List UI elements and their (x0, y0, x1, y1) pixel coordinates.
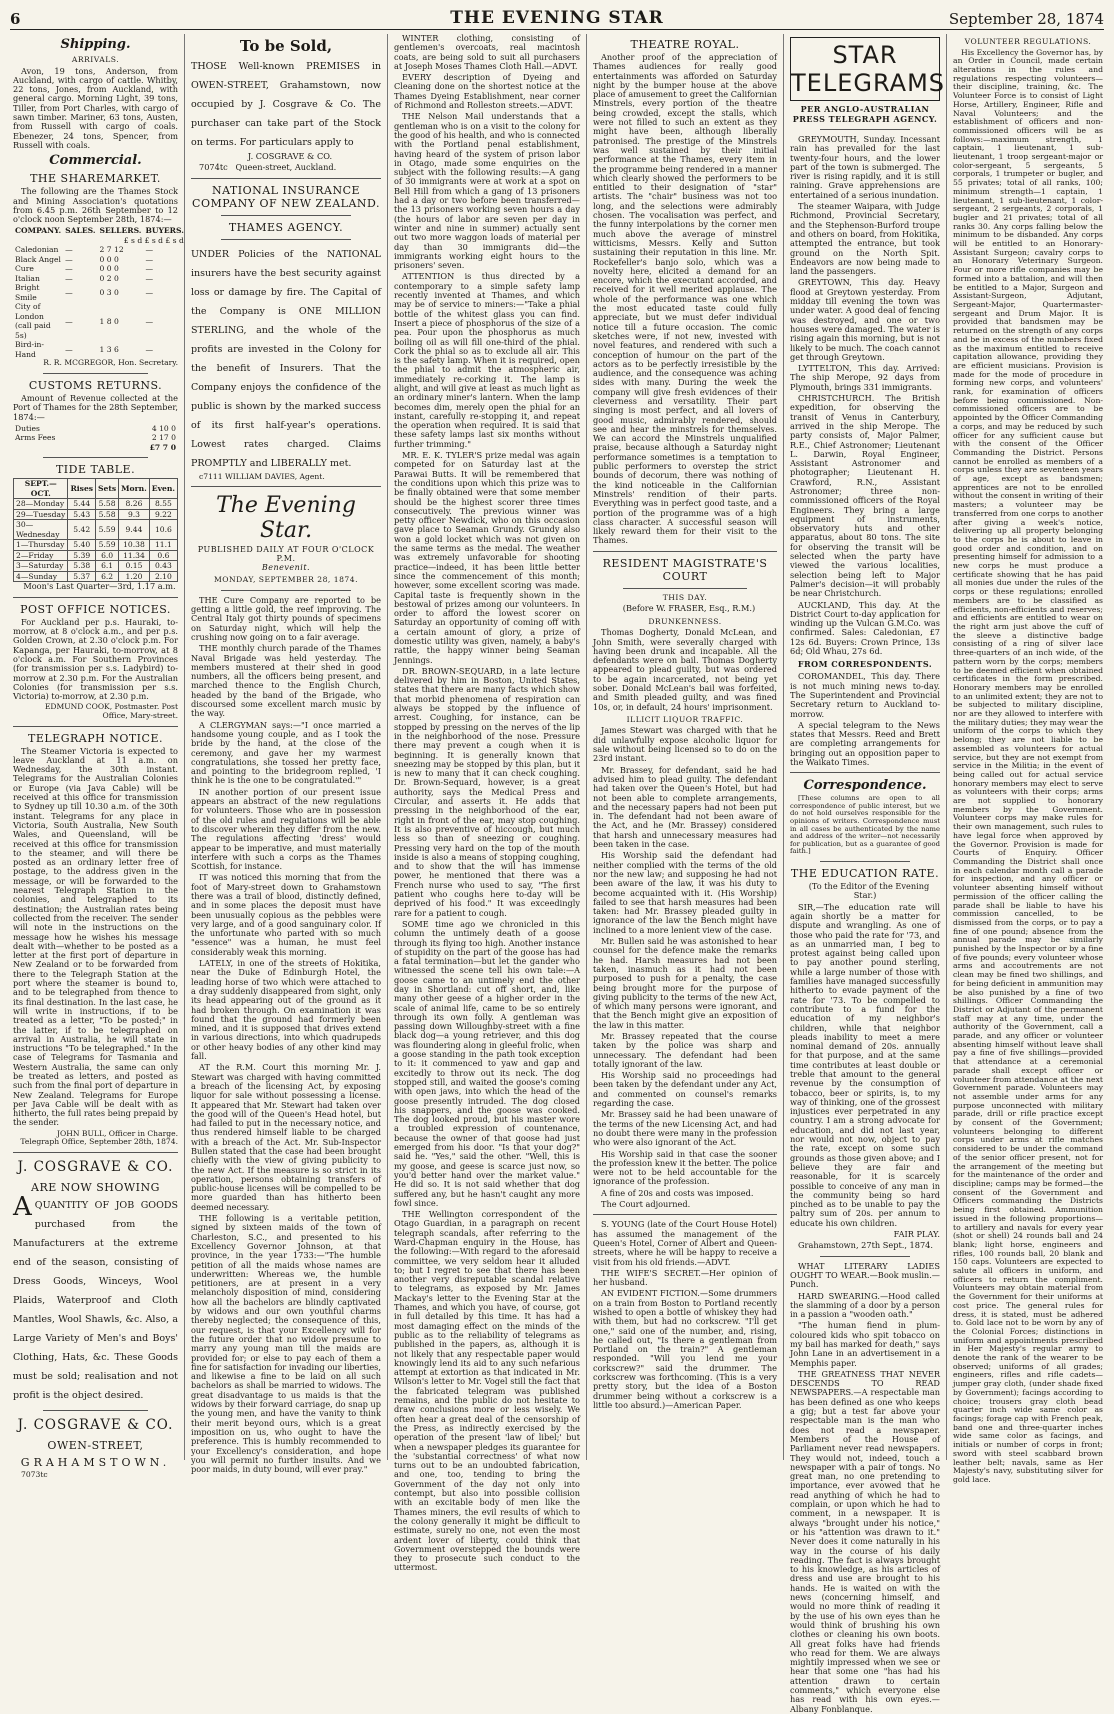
tide-value: 10.6 (149, 520, 177, 540)
tide-table (13, 478, 178, 582)
telegram-paragraph: LYTTELTON, This day. Arrived: The ship Merope, 92 days from Plymouth, brings 331 immigrants. (790, 363, 940, 392)
column-notices-editorial (186, 34, 386, 1475)
arrivals-text: Avon, 19 tons, Anderson, from Auckland, with cargo of cattle. Whitby, 22 tons, Jones, from Auckland, with general cargo. Morning Light, 39 tons, Tiller, from Port Charles, with cargo of sawn timber. Mariner, 63 tons, Austen, from Russell with cargo of coals. Ebenezer, 24 tons, Spencer, from Russell with coals. (13, 65, 178, 150)
table-row (14, 571, 178, 582)
paper-nameplate: The Evening Star. (216, 493, 356, 544)
share-col-header: BUYERS. (145, 226, 184, 236)
education-rate-signature: FAIR PLAY. (893, 1229, 940, 1240)
telegram-paragraph: COROMANDEL, This day. There is not much mining news to-day. The Superintendent and Provincial Secretary return to Auckland to-morrow. (790, 671, 940, 719)
advert-ref: 7073tc (21, 1469, 48, 1479)
article-paragraph: THE Wellington correspondent of the Otago Guardian, in a paragraph on recent telegraph scandals, after referring to the Ward-Chapman enquiry in the House, has the following:—With regard to the aforesaid committee, we very seldom hear it alluded to; but I regret to see that there has been another very disreputable scandal relative to telegrams, as exposed by Mr. James Mackay's letter to the Evening Star at the Thames, and which you have, of course, got in full detailed by this time. It has had a most damaging effect on the minds of the public as to the reliability of telegrams as published in the papers, as, although it is not likely that any respectable paper would knowingly lend its aid to any such nefarious attempt at extortion as that indicated in Mr. Wilson's letter to Mr. Vogel still the fact that the fabricated telegram was published remains, and the public do not hesitate to draw conclusions more or less wisely. We often hear a great deal of the censorship of the Press, as indirectly exercised by the operation of the present 'law of libel;' but when a newspaper pledges its guarantee for the 'substantial correctness' of what now turns out to be an undoubted fabrication, and one, too, tending to bring the Government of the day not only into contempt, but also into possible collision with an excitable body of men like the Thames miners, the evil results of which to the colony generally it might be difficult to estimate, surely no one, not even the most ardent lover of liberty, could think that Government overstepped the bounds were they to prosecute such conduct to the uttermost. (394, 1209, 580, 1573)
telegram-paragraph: The steamer Waipara, with Judge Richmond, Provincial Secretary, and the Stephenson-Burford troupe and others on board, from Hokitika, attempted the entrance, but took ground on the North Spit. Endeavors are now being made to land the passengers. (790, 201, 940, 277)
tide-value: 0.43 (149, 561, 177, 572)
share-company: Caledonian (15, 245, 59, 255)
customs-item: Arms Fees (15, 433, 56, 443)
tide-value: 5.37 (68, 571, 96, 582)
telegraph-notice-text: The Steamer Victoria is expected to leave Auckland at 11 a.m. on Wednesday, the 30th instant. Telegrams for the Australian Colonies or Europe (via Java Cable) will be received at this office for transmission to Sydney up till 10.30 a.m. of the 30th instant. Telegrams for any place in Victoria, South Australia, New South Wales, and Queensland, will be received at this office for transmission to the steamer, and will there be posted as an ordinary letter free of postage, to the address given in the message, or will be forwarded to the nearest Telegraph Station in the colonies, and telegraphed to its destination; the Australian rates being collected from the receiver. The sender will note in the instructions on the message how he wishes his message dealt with—whether to be posted as a letter at the first port of departure in New Zealand or to be forwarded from there to the Telegraph Station at the port where the steamer is bound to, and to be telegraphed from thence to its final destination. In the last case, he will write in instructions, if to be treated as a letter, "To be posted;" in the latter, if to be telegraphed on arrival in Australia, he will state in instructions "To be telegraphed." In the case of Telegrams for Tasmania and Western Australia, the same can only be treated as letters, and posted as such from the final port of departure in New Zealand. Telegrams for Europe per Java Cable will be dealt with as hitherto, the full rates being prepaid by the sender. (13, 745, 178, 1128)
masthead (10, 8, 1104, 30)
court-paragraph: Mr. Brassey said he had been unaware of the terms of the new Licensing Act, and had no doubt there were many in the profession who were also ignorant of the Act. (593, 1109, 778, 1148)
court-paragraph: Mr. Brassey repeated that the course taken by the police was sharp and unnecessary. The defendant had been totally ignorant of the law. (593, 1030, 777, 1069)
tide-day: 3—Saturday (14, 561, 68, 572)
tide-value: 9.3 (119, 509, 150, 520)
customs-heading: CUSTOMS RETURNS. (28, 379, 163, 393)
tide-heading: TIDE TABLE. (55, 463, 136, 477)
column-divider (946, 34, 947, 1460)
advertiser-name: J. COSGRAVE & CO. (17, 1158, 174, 1175)
article-paragraph: WINTER clothing, consisting of gentlemen's overcoats, real macintosh coats, are being sold to suit all purchasers at Joseph Moses Thames Cloth Hall.—ADVT. (394, 33, 580, 71)
tide-day: 28—Monday (14, 499, 68, 510)
share-sellers: 0 2 0 (99, 273, 119, 283)
share-buyers: — (145, 245, 154, 255)
column-divider (586, 34, 587, 1460)
article-paragraph: THE Cure Company are reported to be getting a little gold, the reef improving. The Central Italy got thirty pounds of specimens on Saturday night, which will help the crushing now going on to a fair average. (191, 594, 381, 642)
tide-col-header: SEPT.—OCT. (14, 479, 68, 499)
tide-value: 6.0 (96, 550, 119, 561)
advert-text: QUANTITY OF JOB GOODS purchased from the Manufacturers at the extreme end of the season, consisting of Dress Goods, Winceys, Wool Plaids, Waterproof and Cloth Mantles, Wool Shawls, &c. Also, a Large Variety of Men's and Boys' Clothing, Hats, &c. These Goods must be sold; realisation and not profit is the object desired. (13, 1199, 178, 1401)
column-telegrams-correspondence (785, 34, 946, 1714)
divider (790, 772, 940, 773)
share-buyers: — (145, 254, 154, 264)
share-sellers: 2 7 12 (99, 245, 124, 255)
divider (13, 726, 178, 727)
divider (820, 861, 910, 862)
tide-value: 11.1 (149, 540, 177, 551)
tide-day: 29—Tuesday (14, 509, 68, 520)
article-paragraph: DR. BROWN-SEQUARD, in a late lecture delivered by him in Boston, United States, states that there are many facts which show that morbid phenomena of respiration can always be stopped by the influence of arrest. Coughing, for instance, can be stopped by pressing on the nerves of the lip in the neighborhood of the nose. Pressure there may prevent a cough when it is beginning. It is generally known that sneezing may be stopped by this plan, but it is new to many that it can check coughing. Dr. Brown-Sequard, however, is a great authority, says the Medical Press and Circular, and asserts it. He adds that pressing in the neighborhood of the ear, right in front of the ear, may stop coughing. It is also preventive of hiccough, but much less so than of sneezing or coughing. Pressing very hard on the top of the mouth inside is also a means of stopping coughing, and to show that the will has immense power, he mentioned that there was a French nurse who used to say, "The first patient who coughs here to-day will be deprived of his food." It was exceedingly rare for a patient to cough. (394, 665, 580, 918)
article-paragraph: SOME time ago we chronicled in this column the untimely death of a goose through its flying too high. Another instance of stupidity on the part of the goose has had a fatal termination—but let the gander who witnessed the scene tell his own tale:—A goose came to an untimely end the other day in Shortland: cut off short, and, like many other geese of a higher order in the scale of animal life, came to be so entirely through its own folly. A gentleman was passing down Willoughby-street with a fine black dog—a young retriever, and this dog was floundering along in gleeful frolic, when a goose standing in the path took exception to it: it commenced to yaw and gap and excitedly to throw out its neck. The dog stopped still, and waited the goose's coming with open jaws, into which the head of the goose presently intruded. The dog closed his snappers, and the goose was cooked. The dog looked proud, but his master wore a troubled expression of countenance, because the owner of that goose had just emerged from his door. "Is that your dog?" said he. "Yes," said the other. "Well, this is my goose, and geese is scarce just now, so you'd better hand over the market value." He did so. It is not said whether that dog suffered any, but he hasn't caught any more fowl since. (394, 918, 580, 1208)
column-theatre-court (588, 34, 782, 1460)
arrivals-heading: ARRIVALS. (71, 55, 120, 64)
tide-value: 9.44 (119, 520, 150, 540)
telegram-paragraph: GREYMOUTH, Sunday. Incessant rain has prevailed for the last twenty-four hours, and the lower part of the town is submerged. The river is rising rapidly, and it is still raining. Grave apprehensions are entertained of a serious inundation. (790, 134, 940, 200)
tide-value: 5.59 (96, 520, 119, 540)
table-row (13, 340, 186, 359)
share-sellers: 0 0 0 (99, 254, 119, 264)
illicit-liquor-heading: ILLICIT LIQUOR TRAFFIC. (626, 714, 744, 724)
tide-value: 6.2 (96, 571, 119, 582)
tide-value: 5.59 (96, 540, 119, 551)
divider (593, 551, 777, 552)
tide-value: 5.38 (68, 561, 96, 572)
sharemarket-heading: THE SHAREMARKET. (30, 172, 161, 186)
insurance-text: UNDER Policies of the NATIONAL insurers have the best security against loss or damage by fire. The Capital of the Company is ONE MILLION STERLING, and the whole of the profits are invested in the Colony for the benefit of Insurers. That the Company enjoys the confidence of the public is shown by the marked success of its first half-year's operations. Lowest rates charged. Claims PROMPTLY and LIBERALLY met. (191, 248, 381, 469)
tide-value: 1.20 (119, 571, 150, 582)
table-row (14, 499, 178, 510)
divider (13, 1152, 178, 1153)
share-sales: — (65, 273, 73, 283)
to-be-sold-ref (191, 163, 381, 172)
volunteer-paragraph: His Excellency the Governor has, by an Order in Council, made certain alterations in the rules and regulations respecting volunteers—their discipline, training, &c. The Volunteer Force is to consist of Light Horse, Artillery, Engineer, Rifle and Naval Volunteers; and the establishment of officers and non-commissioned officers will be as follows:—maximum strength, 1 captain, 1 lieutenant, 1 sub-lieutenant, 1 troop sergeant-major or color-sergeant, 5 sergeants, 5 corporals, 1 trumpeter or bugler, and 55 privates; total of all ranks, 100; minimum strength—1 captain, 1 lieutenant, 1 sub-lieutenant, 1 color-sergeant, 2 sergeants, 2 corporals, 1 bugler and 21 privates; total of all ranks 30. Any corps falling below the minimum to be disbanded. Any corps will be entitled to an Honorary-Assistant Surgeon; cavalry corps to an Honorary Veterinary Surgeon. Four or more rifle companies may be formed into a battalion, and will then be entitled to a Major, Surgeon and Assistant-Surgeon, Adjutant, Sergeant-Major, Quartermaster-sergeant and Drum Major. It is provided that bandsmen may be returned on the strength of any corps and be in excess of the numbers fixed as the maximum entitled to receive capitation allowance, providing they are efficient musicians. Provision is made for the mode of procedure in forming new corps, and volunteers' rank, for examination of officers before being commissioned. Non-commissioned officers are to be appointed by the Officer Commanding a corps, and may be reduced by such officer for any sufficient cause but with the consent of the Officer Commanding the District. Persons cannot be enrolled as members of a corps unless they are seventeen years of age, except as bandsmen; apprentices are not to be enrolled without the consent in writing of their masters; a volunteer may be transferred from one corps to another after giving a week's notice, delivering up all property belonging to the corps he is about to leave in good order and condition, and on presenting himself for admission to a new corps he must produce a certificate showing that he has paid all monies due under the rules of the corps or these regulations; enrolled members are to be classified as efficients, non-efficients and reserves; and efficients are entitled to wear on the right arm just above the cuff of the sleeve a distinctive badge consisting of a ring of silver lace three-quarters of an inch wide, of the pattern worn by the corps; members to be deemed efficient when obtained certificates in the form prescribed. Honorary members may be enrolled to an unlimited extent; they are not to be subjected to military discipline, nor are they allowed to interfere with the military duties; they may wear the uniform of the corps to which they belong; they are not liable to be assembled as volunteers for actual service, but they are not exempt from service in the Militia; in the event of being called out for actual service honorary members may elect to serve as volunteers with their corps; arms are not supplied to honorary members by the Government. Volunteer corps may make rules for their own management, such rules to have legal force when approved by the Governor. Provision is made for Courts of Enquiry. Officer Commanding the District shall once in each calendar month call a parade for inspection, and any officer or volunteer absenting himself without permission of the officer calling the parade shall be liable to have his commission cancelled, to be dismissed from the corps, or to pay a fine of one pound; absence from the annual parade may be similarly punished by the Inspector or by a fine of five pounds; every volunteer whose arms and accoutrements are not clean may be fined two shillings, and for being deficient in ammunition may be also punished by a fine of two shillings. Officer Commanding the District or Adjutant of the permanent staff may at any time, under the authority of the Government, call a parade, and any officer or volunteer absenting himself without leave shall pay a fine of five shillings—provided that attendance at a ceremonial parade shall except officer or volunteer from attendance at the next Government parade. Volunteers may not assemble under arms for any purpose unconnected with military parade, drill or rifle practice except by consent of the Government; volunteers belonging to different corps under arms at rifle matches considered to be under the command of the senior officer present, not for the arrangement of the meeting but for the maintenance of the order and discipline; camps may be formed—the consent of the Government and Officers commanding the Districts being first obtained. Ammunition issued in the following proportions—to artillery and navals for every year (shot or shell) 24 rounds ball and 24 blank; light horse, engineers and rifles, 100 rounds ball, 20 blank and 150 caps. Volunteers are expected to salute all officers in uniform, and officers to return the compliment. Volunteers may obtain material from the Government for their uniforms at cost price. The general rules for dress, it is stated, must be adhered to. Gold lace not to be worn by any of the Colonial Forces; distinctions in uniform and appointments prescribed in Her Majesty's regular army to denote the rank of the wearer to be observed; uniforms of all grades; engineers, rifles and rifle cadets—jumper gray cloth, (under shade fixed by Government); facings according to choice; trousers gray cloth bead quarter inch wide same color as facings; forage cap with French peak, band one and three-quarter inches wide same color as facings, and initials or number of corps in front; sword with steel scabbard brown leather belt; navals, same as Her Majesty's navy, substituting silver for gold lace. (953, 47, 1103, 1484)
court-paragraph: His Worship said the defendant had neither complied with the terms of the old nor the new law; and supposing he had not been aware of the law, it was his duty to become acquainted with it. (His Worship) failed to see that harsh measures had been taken: had Mr. Brassey pleaded guilty in ignorance of the law the Bench might have inclined to a more lenient view of the case. (593, 850, 777, 935)
share-sellers: 0 0 0 (99, 264, 119, 274)
tide-value: 5.40 (68, 540, 96, 551)
sharemarket-text: The following are the Thames Stock and Mining Association's quotations from 6.45 p.m. 26th September to 12 o'clock noon September 28th, 1874:— (13, 186, 178, 225)
share-sales: — (65, 288, 73, 298)
article-paragraph: HARD SWEARING.—Hood called the slamming of a door by a person in a passion a "wooden oath." (790, 1290, 940, 1320)
court-paragraph: Mr. Brassey, for defendant, said he had advised him to plead guilty. The defendant had taken over the Queen's Hotel, but had not been able to complete arrangements, and the necessary papers had not been put in. The defendant had not been aware of the Act, and he (Mr. Brassey) considered that harsh and unnecessary measures had been taken in the case. (593, 764, 777, 850)
editorial-date: MONDAY, SEPTEMBER 28, 1874. (214, 575, 358, 585)
post-office-heading: POST OFFICE NOTICES. (20, 602, 171, 616)
court-paragraph: The Court adjourned. (601, 1199, 691, 1210)
table-row (14, 540, 178, 551)
share-company: Italian (15, 273, 40, 283)
table-row (13, 433, 178, 443)
customs-item: Duties (15, 423, 40, 433)
theatre-heading: THEATRE ROYAL. (630, 38, 740, 51)
education-rate-heading: THE EDUCATION RATE. (790, 867, 940, 881)
share-buyers: — (145, 264, 154, 274)
tide-day: 30—Wednesday (14, 520, 68, 540)
commercial-heading: Commercial. (49, 153, 142, 169)
share-company: Black Angel (15, 254, 61, 264)
share-sales: — (65, 245, 73, 255)
share-buyers: — (145, 288, 154, 298)
column-divider (387, 34, 388, 1460)
divider (593, 1214, 777, 1215)
tide-value: 2.10 (149, 571, 177, 582)
divider (623, 588, 747, 589)
post-office-text: For Auckland per p.s. Hauraki, to-morrow, at 8 o'clock a.m., and per p.s. Golden Crown, at 2.30 o'clock p.m. For Kapanga, per Hauraki, to-morrow, at 8 o'clock a.m. For Southern Provinces (for transmission per s.s. Ladybird) to-morrow at 2.30 p.m. For the Australian Colonies (for transmission per s.s. Victoria) to-morrow, at 2.30 p.m. (13, 616, 178, 702)
table-row (14, 550, 178, 561)
customs-table (13, 424, 178, 453)
divider (820, 1256, 910, 1257)
table-row (14, 509, 178, 520)
article-paragraph: AT the R.M. Court this morning Mr. J. Stewart was charged with having committed a breach of the licensing Act, by exposing liquor for sale without possessing a license. It appeared that Mr. Stewart had taken over the good will of the Queen's Head hotel, but had failed to put in the necessary notice, and thus rendered himself liable to be charged with a breach of the Act. Mr. Sub-Inspector Bullen stated that the case had been brought chiefly with the view of giving publicity to the new Act. If the measure is so strict in its operation, persons obtaining transfers of public-house licenses will be compelled to be more guarded than has hitherto been deemed necessary. (191, 1062, 381, 1212)
divider (43, 457, 148, 458)
telegraph-notice-heading: TELEGRAPH NOTICE. (28, 731, 163, 745)
tide-day: 2—Friday (14, 550, 68, 561)
share-sales: — (65, 345, 73, 355)
article-paragraph: MR. E. K. TYLER'S prize medal was again competed for on Saturday last at the Parawai Butts. It will be remembered that the conditions upon which this prize was to be finally obtained were that some member should be the highest scorer three times consecutively. The previous winner was petty officer Newdick, who on this occasion gave place to Seaman Grundy. Grundy also won a gold locket which was not given on the same terms as the medal. The weather was extremely unfavorable for shooting practice—indeed, it has been little better since the commencement of this month; however, some excellent scoring was made. Capital taste is frequently shown in the bestowal of prizes among our volunteers. In order to afford the lowest scorer on Saturday an opportunity of coming off with a certain amount of glory, a prize of domestic utility was given, namely, a baby's rattle, the happy winner being Seaman Jennings. (394, 450, 580, 665)
share-col-header: SALES. (65, 226, 96, 236)
column-divider (783, 34, 784, 1460)
article-paragraph: EVERY description of Dyeing and Cleaning done on the shortest notice at the Thames Dyeing Establishment, near corner of Richmond and Rolleston streets.—ADVT. (394, 72, 580, 111)
divider (221, 590, 351, 591)
tide-col-header: Rises (68, 479, 96, 499)
drunkenness-text: Thomas Dogherty, Donald McLean, and John Smith, were severally charged with having been drunk and incapable. All the defendants were on bail. Thomas Dogherty appeared to plead guilty, but was ordered to be again incarcerated, not being yet sober. Donald McLean's bail was forfeited, and Smith pleaded guilty, and was fined 10s, or, in default, 24 hours' imprisonment. (593, 627, 777, 712)
divider (221, 239, 351, 240)
column-local-news (389, 33, 585, 1573)
divider (43, 1410, 148, 1411)
article-paragraph: IN another portion of our present issue appears an abstract of the new regulations for volunteers. Those who are in possession of the old rules and regulations will be able to discover wherein they differ from the new. The regulations affecting 'dress' would appear to be imperative, and must materially interfere with such a corps as the Thames Scottish, for instance. (191, 786, 381, 872)
advertiser-name: J. COSGRAVE & CO. (17, 1416, 174, 1433)
share-sales: — (65, 264, 73, 274)
column-shipping-commercial (8, 34, 184, 1479)
customs-amount: 4 10 0 (151, 423, 176, 433)
insurance-heading: NATIONAL INSURANCE COMPANY OF NEW ZEALAND. (192, 183, 380, 210)
star-telegrams-subheading: PER ANGLO-AUSTRALIAN PRESS TELEGRAPH AGENCY. (792, 104, 938, 124)
tide-col-header: Sets (96, 479, 119, 499)
table-row (13, 264, 186, 274)
advert-town: GRAHAMSTOWN. (20, 1455, 171, 1469)
divider (820, 129, 910, 130)
theatre-text: Another proof of the appreciation of Thames audiences for really good entertainments was afforded on Saturday night by the bumper house at the above place of amusement to greet the Californian Minstrels, every portion of the theatre being crowded, except the stalls, which were not filled to such an extent as they might have been, although liberally patronised. The prestige of the Minstrels was well sustained by their initial performance at the Thames, every item in the programme being rendered in a manner which clearly showed the performers to be entitled to their designation of "star" artists. The "chair" business was not too long, and the selections were admirably chosen. The vocalisation was perfect, and the funny interpolations by the corner men much above the average of minstrel witticisms, Messrs. Kelly and Sutton sustaining their reputation in this line. Mr. Rockefeller's banjo solo, which was a novelty here, elicited a demand for an encore, which the executant accorded, and received for it well merited applause. The whole of the performance was one which the most educated taste could fully appreciate, but we must defer individual notice till a future occasion. The comic sketches were, if not new, invested with novel features, and rendered with such a conception of humour on the part of the actors as to be perfectly irresistible by the audience, and the consequence was aching sides with many. During the week the company will give fresh evidences of their cleverness and versatility. Their part singing is most perfect, and all lovers of good music, admirably rendered, should see and hear the minstrels for themselves. We can accord the Minstrels unqualified praise, because although a Saturday night performance sometimes is a temptation to public performers to overstep the strict bounds of decorum, there was nothing of the kind noticeable in the Californian Minstrels' rendition of their parts. Everything was in perfect good taste, and a portion of the programme was of a high class character. A successful season will likely reward them for their visit to the Thames. (593, 52, 777, 546)
tide-value: 5.43 (68, 509, 96, 520)
tide-value: 5.44 (68, 499, 96, 510)
advert-body (13, 1191, 178, 1405)
divider (221, 215, 351, 216)
share-sellers: 0 3 0 (99, 288, 119, 298)
article-paragraph: ATTENTION is thus directed by a contemporary to a simple safety lamp recently invented at Thames, and which may be of service to miners:—"Take a phial bottle of the whitest glass you can find. Insert a piece of phosphorus of the size of a pea. Pour upon the phosphorus as much boiling oil as will fill one-third of the phial. Cork the phial so as to exclude all air. This is the safety lamp. When it is required, open the phial to admit the atmospheric air, immediately re-corking it. The lamp is alight, and will give at least as much light as an ordinary miner's lantern. When the lamp becomes dim, merely open the phial for an instant, carefully re-stopping it, and repeat the operation when required. It is said that these safety lamps last six months without further trimming." (394, 271, 580, 449)
tide-day: 1—Thursday (14, 540, 68, 551)
newspaper-title: THE EVENING STAR (450, 8, 664, 28)
article-paragraph: WHAT LITERARY LADIES OUGHT TO WEAR.—Book muslin.—Punch. (790, 1260, 940, 1290)
tide-value: 5.39 (68, 550, 96, 561)
insurance-signature: c7111 WILLIAM DAVIES, Agent. (199, 471, 325, 481)
share-buyers: — (145, 316, 154, 326)
telegram-paragraph: AUCKLAND, This day. At the District Court to-day application for winding up the Vulcan G.M.Co. was confirmed. Sales: Caledonian, £7 12s 6d. Buyers: Crown Prince, 13s 6d; Old Whau, 27s 6d. (790, 599, 940, 657)
share-company: Cure (15, 264, 34, 274)
customs-total: £7 7 0 (149, 442, 176, 452)
tide-value: 5.58 (96, 509, 119, 520)
advert-ref: 7074tc (199, 162, 228, 173)
article-paragraph: THE monthly church parade of the Thames Naval Brigade was held yesterday. The members mustered at their shed in good numbers, all the officers being present, and marched thence to the English Church, headed by the band of the Brigade, who discoursed some excellent march music by the way. (191, 643, 381, 719)
advert-address: Queen-street, Auckland. (235, 162, 337, 173)
tide-value: 9.22 (149, 509, 177, 520)
court-paragraph: His Worship said no proceedings had been taken by the defendant under any Act, and commented on counsel's remarks regarding the case. (593, 1070, 777, 1109)
tide-day: 4—Sunday (14, 571, 68, 582)
article-paragraph: THE WIFE'S SECRET.—Her opinion of her husband. (593, 1267, 777, 1288)
tide-value: 0.15 (119, 561, 150, 572)
court-day: THIS DAY. (662, 592, 708, 602)
share-buyers: — (145, 345, 154, 355)
table-row (14, 520, 178, 540)
tide-col-header: Even. (149, 479, 177, 499)
correspondents-heading: FROM CORRESPONDENTS. (797, 659, 933, 670)
table-row (13, 302, 186, 340)
post-office-signature: EDMUND COOK, Postmaster. Post Office, Mary-street. (44, 702, 178, 720)
court-paragraph: A fine of 20s and costs was imposed. (601, 1187, 754, 1198)
insurance-subheading: THAMES AGENCY. (228, 220, 344, 234)
to-be-sold-heading: To be Sold, (239, 37, 333, 55)
share-sales: — (65, 316, 73, 326)
correspondence-heading: Correspondence. (803, 778, 927, 794)
divider (191, 486, 381, 487)
to-be-sold-text: THOSE Well-known PREMISES in OWEN-STREET, Grahamstown, now occupied by J. Cosgrave & Co. The purchaser can take part of the Stock on terms. For particulars apply to (191, 61, 381, 148)
table-row (14, 561, 178, 572)
tide-value: 5.42 (68, 520, 96, 540)
share-sales: — (65, 254, 73, 264)
article-paragraph: IT was noticed this morning that from the foot of Mary-street down to Grahamstown there was a trail of blood, distinctly defined, and in some places the deposit must have been unusually copious as the pebbles were very large, and of a good sanguinary color. If the unfortunate who parted with so much "essence" was a human, he must feel considerably weak this morning. (191, 872, 381, 957)
page-number: 6 (10, 10, 21, 28)
table-row (13, 255, 186, 265)
moon-phase: Moon's Last Quarter—3rd, 1.17 a.m. (23, 581, 176, 592)
tide-value: 8.26 (119, 499, 150, 510)
tide-value: 8.55 (149, 499, 177, 510)
education-rate-to: (To the Editor of the Evening Star.) (808, 881, 930, 901)
table-row (13, 245, 186, 255)
tide-value: 6.1 (96, 561, 119, 572)
shipping-heading: Shipping. (60, 37, 131, 52)
volunteer-heading: VOLUNTEER REGULATIONS. (964, 37, 1092, 46)
share-sellers: 1 8 0 (99, 316, 119, 326)
education-rate-letter: SIR,—The education rate will again shortly be a matter for dispute and wrangling. As one of those who paid the rate for '73, and as an unmarried man, I beg to protest against being called upon to pay another pound sterling, while a large number of those with families have managed successfully hitherto to evade payment of the rate for '73. To be compelled to contribute to a fund for the education of my neighbor's children, while that neighbor pleads inability to meet a mere nominal demand of 20s. annually for that purpose, and at the same time contributes at least double or treble that amount to the general revenue by the consumption of tobacco, beer or spirits, is, to my way of thinking, one of the grossest injustices ever perpetrated in any country. I am a strong advocate for education, and did not last year, nor would not now, object to pay the rate, except on some such grounds as those given above; and I believe they are fair and reasonable, for it is scarcely possible to conceive of any man in the community being so hard pinched as to be unable to pay the paltry sum of 20s. per annum to educate his own children. (790, 901, 940, 1228)
sharemarket-table (13, 226, 186, 359)
telegram-paragraph: A special telegram to the News states that Messrs. Reed and Brett are completing arrangements for bringing out an opposition paper to the Waikato Times. (790, 719, 940, 767)
table-row (13, 283, 186, 302)
court-before: (Before W. FRASER, Esq., R.M.) (622, 603, 756, 614)
sharemarket-signature: R. R. MCGREGOR, Hon. Secretary. (43, 358, 178, 368)
column-volunteer-regulations (948, 34, 1108, 1484)
article-paragraph: AN EVIDENT FICTION.—Some drummers on a train from Boston to Portland recently wished to open a bottle of whiskey they had with them, but had no corkscrew. "I'll get one," said one of the number, and, rising, he called out, "Is there a gentleman from Portland on the train?" A gentleman responded. "Will you lend me your corkscrew?" said the drummer. The corkscrew was forthcoming. (This is a very pretty story, but the idea of a Boston drummer being without a corkscrew is a little too absurd.)—American Paper. (593, 1288, 777, 1410)
issue-date: September 28, 1874 (948, 10, 1104, 28)
customs-amount: 2 17 0 (151, 433, 176, 443)
drunkenness-heading: DRUNKENNESS. (648, 616, 722, 626)
share-sellers: 1 3 6 (99, 345, 119, 355)
article-paragraph: "The human fiend in plum-coloured kids who spit tobacco on my bail has marked for death," says John Lane in an advertisement in a Memphis paper. (790, 1320, 940, 1368)
article-paragraph: LATELY, in one of the streets of Hokitika, near the Duke of Edinburgh Hotel, the leading horse of two which were attached to a dray suddenly disappeared from sight, only its head appearing out of the ground as it had broken through. On examination it was found that the ground had formerly been mined, and it is supposed that drives extend in various directions, into which quadrupeds or other heavy bodies of any other kind may fall. (191, 958, 381, 1062)
share-company: Bright Smile (15, 283, 40, 302)
tide-value: 0.6 (149, 550, 177, 561)
share-col-header: SELLERS. (99, 226, 142, 236)
article-paragraph: A CLERGYMAN says:—"I once married a handsome young couple, and as I took the bride by the hand, at the close of the ceremony, and gave her my warmest congratulations, she tossed her pretty face, and pointing to the bridegroom replied, 'I think he is the one to be congratulated.'" (191, 719, 381, 786)
article-paragraph: S. YOUNG (late of the Court House Hotel) has assumed the management of the Queen's Hotel, Corner of Albert and Queen-streets, where he will be happy to receive a visit from his old friends.—ADVT. (593, 1219, 777, 1267)
telegram-paragraph: GREYTOWN, This day. Heavy flood at Greytown yesterday. From midday till evening the town was under water. A good deal of fencing was destroyed, and one or two houses were damaged. The water is rising again this morning, but is not likely to be much. The coach cannot get through Greytown. (790, 277, 940, 362)
article-paragraph: THE GREATNESS THAT NEVER DESCENDS TO READ NEWSPAPERS.—A respectable man has been defined as one who keeps a gig; but a test far above your respectable man is the man who does not read a newspaper. Members of the House of Parliament never read newspapers. They would not, indeed, touch a newspaper with a pair of tongs. No great man, no one pretending to importance, ever avowed that he read anything of which he had to complain, or upon which he had to comment, in a newspaper. It is always "brought under his notice," or his "attention was drawn to it." Never does it come naturally in his way in the course of his daily reading. The fact is always brought to his knowledge, as his articles of dress and use are brought to his hands. He is waited on with the news (concerning himself, and would no more think of reading it by the use of his own eyes than he would think of brushing his own clothes or cleaning his own boots. All great folks have had friends who read for them. We are always mightily impressed when we see or hear that some one "has had his attention drawn to certain comments," which everyone else has read with his own eyes.—Albany Fonblanque. (790, 1368, 940, 1714)
divider (191, 178, 381, 179)
court-heading: RESIDENT MAGISTRATE'S COURT (602, 556, 768, 583)
paper-publication-note: PUBLISHED DAILY AT FOUR O'CLOCK P.M. (197, 545, 375, 564)
court-paragraph: James Stewart was charged with that he did unlawfully expose alcoholic liquor for sale without being licensed so to do on the 23rd instant. (593, 725, 777, 764)
court-paragraph: Mr. Bullen said he was astonished to hear counsel for the defence make the remarks he had. Harsh measures had not been taken, inasmuch as it had not been purposed to push for a penalty, the case being brought more for the purpose of giving publicity to the terms of the new Act, of which many persons were ignorant, and that the Bench might give an exposition of the law in this matter. (593, 936, 777, 1030)
share-buyers: — (145, 273, 154, 283)
tide-value: 5.58 (96, 499, 119, 510)
article-paragraph: THE following is a veritable petition, signed by sixteen maids of the town of Charleston, S.C., and presented to his Excellency Governor Johnson, at that province, in the year 1733:—"The humble petition of all the maids whose names are underwritten: Whereas we, the humble petitioners, are at present in a very melancholy disposition of mind, considering how all the bachelors are blindly captivated by widows and our own youthful charms thereby neglected; the consequence of this, our request, is that your Excellency will for the future order that no widow presume to marry any young man till the maids are provided for; or else to pay each of them a fine for satisfaction for invading our liberties, and likewise a fine to be laid on all such bachelors as shall be married to widows. The great disadvantage to us maids is that the widows by their forward carriage, do snap up the young men, and have the vanity to think their merit beyond ours, which is a great imposition on us, who ought to have the preference. This is humbly recommended to your Excellency's consideration, and hope you will permit no further insults. And we poor maids, in duty bound, will ever pray." (191, 1213, 381, 1475)
court-paragraph: His Worship said in that case the sooner the profession knew it the better. The police were not to be held accountable for the ignorance of the profession. (593, 1148, 777, 1187)
advert-subheading: ARE NOW SHOWING (31, 1180, 160, 1194)
advert-address: OWEN-STREET, (47, 1438, 144, 1452)
correspondence-note: [These columns are open to all correspondence of public interest, but we do not hold ourselves responsible for the opinions of writers. Correspondence must in all cases be authenticated by the name and address of the writer—not necessarily for publication, but as a guarantee of good faith.] (790, 794, 940, 856)
tide-col-header: Morn. (119, 479, 150, 499)
share-col-header: COMPANY. (15, 226, 62, 236)
drop-cap: A (13, 1191, 32, 1222)
education-rate-date: Grahamstown, 27th Sept., 1874. (798, 1240, 933, 1251)
telegram-paragraph: CHRISTCHURCH. The British expedition, for observing the transit of Venus in Canterbury, arrived in the ship Merope. The party consists of, Major Palmer, R.E., Chief Astronomer; Lieutenant L. Darwin, Royal Engineer, Assistant Astronomer and photographer; Lieutenant H. Crawford, R.N., Assistant Astronomer; three non-commissioned officers of the Royal Engineers. They bring a large equipment of instruments, observatory huts and other apparatus, about 80 tons. The site for observing the transit will be selected when the party have viewed the various localities, selection being left to Major Palmer's decision—it will probably be near Christchurch. (790, 393, 940, 599)
tide-value: 11.34 (119, 550, 150, 561)
divider (13, 597, 178, 598)
tide-value: 10.38 (119, 540, 150, 551)
star-telegrams-heading: STAR TELEGRAMS (790, 37, 940, 101)
share-company: City of London (call paid 5s) (15, 302, 51, 340)
table-row (13, 274, 186, 284)
table-row (13, 424, 178, 434)
telegraph-notice-signature: JOHN BULL, Officer in Charge. Telegraph Office, September 28th, 1874. (20, 1128, 178, 1147)
customs-text: Amount of Revenue collected at the Port of Thames for the 28th September, 1874:— (13, 393, 178, 422)
article-paragraph: THE Nelson Mail understands that a gentleman who is on a visit to the colony for the good of his health, and who is connected with the Portland penal establishment, having heard of the system of prison labor in Otago, made some enquiries on the subject with the following results:—A gang of 30 immigrants were at work at a spot on Bell Hill from which a gang of 13 prisoners had a day or two before been transferred—the 13 prisoners working seven hours a day (the hours of labor are seven per day in winter and nine in summer) actually sent out two more waggon loads of material per day than 30 immigrants did—the immigrants working eight hours to the prisoners' seven. (394, 111, 580, 271)
share-company: Bird-in-Hand (15, 340, 44, 359)
paper-motto: Benevenit. (261, 563, 311, 573)
divider (43, 373, 148, 374)
to-be-sold-signature: J. COSGRAVE & CO. (247, 151, 333, 161)
share-units: £ s d £ s d £ s d (123, 235, 184, 245)
